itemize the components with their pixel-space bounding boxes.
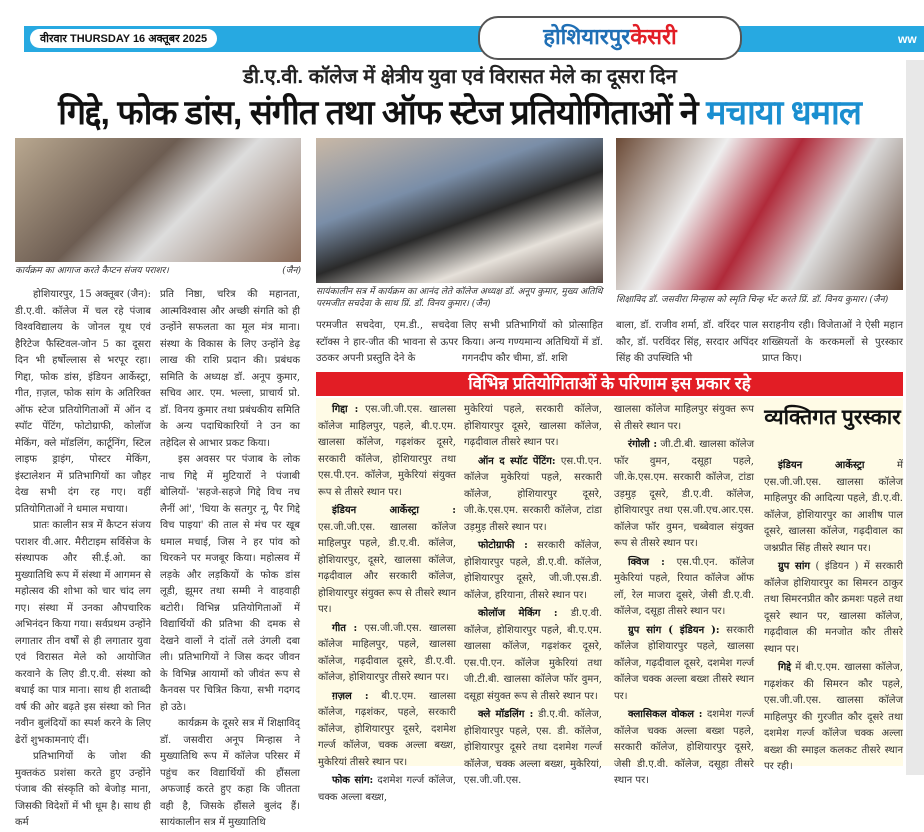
result-item: मुकेरियां पहले, सरकारी कॉलेज, होशियारपुर दूसरे, खालसा कॉलेज, गढ़दीवाल तीसरे स्थान पर। <box>464 404 602 448</box>
main-headline <box>12 88 907 134</box>
results-column-3 <box>614 402 754 792</box>
logo-part-kesari: केसरी <box>630 24 677 49</box>
article-column-6 <box>762 318 903 368</box>
photo-caption-3: शिक्षाविद डॉ. जसवीरा मिन्हास को स्मृति चिन्ह भेंट करते प्रिं. डॉ. विनय कुमार। (जैन) <box>616 295 889 305</box>
result-item: ग़ज़ल : बी.ए.एम. खालसा कॉलेज, गढ़शंकर, पहले, सरकारी कॉलेज, होशियारपुर दूसरे, दशमेश गर्ल्ज कॉलेज, चक्क अल्ला बख्श, मुकेरियां तीसरे स्थान पर। <box>318 690 456 768</box>
results-banner: विभिन्न प्रतियोगिताओं के परिणाम इस प्रकार रहे <box>316 372 903 396</box>
paragraph: प्रातः कालीन सत्र में कैप्टन संजय पराशर वी.आर. मैरीटाइम सर्विसेज के संस्थापक और सी.ई.ओ. का मुख्यातिथि रूप में संस्था में आगमन से महोत्सव की शोभा को चार चांद लग गए। संस्था में उनका औपचारिक अभिनंदन किया गया। सर्वप्रथम उन्होंने लगातार तीन वर्षों से ही लगातार युवा एवं विरासत मेले को आयोजित करवाने के लिए डी.ए.वी. संस्था को बधाई का पात्र माना। साथ ही शताब्दी वर्ष की ओर बढ़ते इस संस्था को नित नवीन बुलंदियों का स्पर्श करने के लिए ढेरों शुभकामनाएं दीं। <box>15 520 151 746</box>
article-column-5 <box>616 318 758 368</box>
result-item: ऑन द स्पॉट पेंटिंग: एस.पी.एन. कॉलेज मुकेरियां पहले, सरकारी कॉलेज, होशियारपुर दूसरे, जी.के.एस.एम. सरकारी कॉलेज, टांडा उड़मुड़ तीसरे स्थान पर। <box>464 455 602 533</box>
result-item: फोटोग्राफी : सरकारी कॉलेज, होशियारपुर पहले, डी.ए.वी. कॉलेज, होशियारपुर दूसरे, जी.जी.एस.डी. कॉलेज, हरियाना, तीसरे स्थान पर। <box>464 540 602 601</box>
headline-main: गिद्दे, फोक डांस, संगीत तथा ऑफ स्टेज प्रतियोगिताओं ने <box>58 94 707 132</box>
result-item: गिद्दा : एस.जी.जी.एस. खालसा कॉलेज माहिलपुर, पहले, बी.ए.एम. खालसा कॉलेज, गढ़शंकर दूसरे, सरकारी कॉलेज, होशियारपुर तथा एस.पी.एन. कॉलेज, मुकेरियां संयुक्त रूप से तीसरे स्थान पर। <box>318 404 456 498</box>
result-item: क्विज : एस.पी.एन. कॉलेज मुकेरियां पहले, रियात कॉलेज ऑफ लॉ, रेल माजरा दूसरे, जेसी डी.ए.वी. कॉलेज, दसूहा तीसरे स्थान पर। <box>614 556 754 617</box>
article-column-3 <box>316 318 458 368</box>
result-item: रंगोली : जी.टी.बी. खालसा कॉलेज फॉर वुमन, दसूहा पहले, जी.के.एस.एम. सरकारी कॉलेज, टांडा उड़मुड़ दूसरे, डी.ए.वी. कॉलेज, होशियारपुर तथा एस.जी.एच.आर.एस. कॉलेज फॉर वुमन, चब्बेवाल संयुक्त रूप से तीसरे स्थान पर। <box>614 439 754 549</box>
results-column-1 <box>318 402 456 808</box>
issue-date: वीरवार THURSDAY 16 अक्तूबर 2025 <box>30 29 217 48</box>
photo-evening-session <box>316 138 603 283</box>
paragraph: परमजीत सचदेवा, एम.डी., सचदेवा स्टॉक्स ने हार-जीत की भावना से ऊपर उठकर अपनी प्रस्तुति देने के <box>316 320 458 364</box>
photo-inauguration <box>15 138 301 262</box>
result-item: कोलॉज मेकिंग : डी.ए.वी. कॉलेज, होशियारपुर पहले, बी.ए.एम. खालसा कॉलेज, गढ़शंकर दूसरे, एस.पी.एन. कॉलेज मुकेरियां तथा जी.टी.बी. खालसा कॉलेज फॉर वुमन, दसूहा संयुक्त रूप से तीसरे स्थान पर। <box>464 608 602 702</box>
photo-credit: (जैन) <box>282 266 301 276</box>
website-fragment: ww <box>898 32 917 46</box>
photo-memento <box>616 138 903 290</box>
caption-text: कार्यक्रम का आगाज करते कैप्टन संजय पराशर। <box>15 266 169 276</box>
result-item: खालसा कॉलेज माहिलपुर संयुक्त रूप से तीसरे स्थान पर। <box>614 404 754 432</box>
photo-caption-2: सायंकालीन सत्र में कार्यक्रम का आनंद लेते कॉलेज अध्यक्ष डॉ. अनूप कुमार, मुख्य अतिथि परमजीत सचदेवा के साथ प्रिं. डॉ. विनय कुमार। (जैन) <box>316 287 603 309</box>
paragraph: कार्यक्रम के दूसरे सत्र में शिक्षाविद् डॉ. जसवीरा अनूप मिन्हास ने मुख्यातिथि रूप में कॉलेज परिसर में पहुंच कर विद्यार्थियों की हौंसला अफजाई करते हुए कहा कि जीतता वही है, जिसके हौंसले बुलंद हैं। सायंकालीन सत्र में मुख्यातिथि <box>160 718 300 828</box>
result-item: इंडियन आर्केस्ट्रा : एस.जी.जी.एस. खालसा कॉलेज माहिलपुर पहले, डी.ए.वी. कॉलेज, होशियारपुर, दूसरे, खालसा कॉलेज, गढ़दीवाल और सरकारी कॉलेज, होशियारपुर संयुक्त रूप से तीसरे स्थान पर। <box>318 505 456 615</box>
article-column-1 <box>15 287 151 832</box>
result-item: ग्रुप सांग ( इंडियन ): सरकारी कॉलेज होशियारपुर पहले, खालसा कॉलेज, गढ़दीवाल दूसरे, दशमेश गर्ल्ज कॉलेज चक्क अल्ला बख्श तीसरे स्थान पर। <box>614 624 754 702</box>
paragraph: बाला, डॉ. राजीव शर्मा, डॉ. वरिंदर पाल कौर, डॉ. परविंदर सिंह, सरदार अपिंदर सिंह की उपस्थिति भी <box>616 320 758 364</box>
result-item: गिद्दे में बी.ए.एम. खालसा कॉलेज, गढ़शंकर की सिमरन कौर पहले, एस.जी.जी.एस. खालसा कॉलेज माहिलपुर की गुरजीत कौर दूसरे तथा दशमेश गर्ल्ज कॉलेज चक्क अल्ला बख्श की स्माइल कलकट तीसरे स्थान पर रही। <box>764 662 903 772</box>
newspaper-logo <box>478 16 742 60</box>
result-item: फोक सांग: दशमेश गर्ल्ज कॉलेज, चक्क अल्ला बख्श, <box>318 775 456 803</box>
article-column-2 <box>160 287 300 832</box>
paragraph: लिए सभी प्रतिभागियों को प्रोत्साहित किया। अन्य गण्यमान्य अतिथियों में डॉ. गगनदीप कौर चीमा, डॉ. शशि <box>462 320 603 364</box>
result-item: गीत : एस.जी.जी.एस. खालसा कॉलेज माहिलपुर, पहले, खालसा कॉलेज, गढ़दीवाल दूसरे, डी.ए.वी. कॉलेज, होशियारपुर तीसरे स्थान पर। <box>318 622 456 683</box>
article-column-4 <box>462 318 603 368</box>
logo-part-city: होशियारपुर <box>543 24 631 49</box>
results-column-2 <box>464 402 602 792</box>
paragraph: होशियारपुर, 15 अक्तूबर (जैन): डी.ए.वी. कॉलेज में चल रहे पंजाब विश्वविद्यालय के जोनल यूथ एवं हैरिटेज फैस्टिवल-जोन 5 का दूसरा दिन भी हर्षोल्लास से भरपूर रहा। गिद्दा, फोक डांस, इंडियन आर्केस्ट्रा, गीत, ग़ज़ल, फोक सांग के अतिरिक्त ऑफ स्टेज प्रतियोगिताओं में ऑन द स्पॉट पेंटिंग, फोटोग्राफी, कोलॉज मेकिंग, क्ले मॉडलिंग, कार्टूनिंग, स्टिल लाइफ ड्राइंग, पोस्टर मेकिंग, इंस्टालेशन में प्रतिभागियों का जौहर देख सभी दंग रह गए। वहीं प्रतियोगिताओं ने धमाल मचाया। <box>15 289 151 515</box>
result-item: इंडियन आर्केस्ट्रा में एस.जी.जी.एस. खालसा कॉलेज माहिलपुर की आदित्या पहले, डी.ए.वी. कॉलेज, होशियारपुर का आशीष पाल दूसरे, खालसा कॉलेज, गढ़दीवाल का जश्नप्रीत सिंह तीसरे स्थान पर। <box>764 460 903 554</box>
paragraph: सराहनीय रही। विजेताओं ने ऐसी महान शख्सियतों के करकमलों से पुरस्कार प्राप्त किए। <box>762 320 903 364</box>
results-column-4 <box>764 458 903 778</box>
individual-awards-heading: व्यक्तिगत पुरस्कार <box>764 406 901 429</box>
photo-caption-1 <box>15 265 301 277</box>
result-item: क्लासिकल वोकल : दशमेश गर्ल्ज कॉलेज चक्क अल्ला बख्श पहले, सरकारी कॉलेज, होशियारपुर दूसरे, जेसी डी.ए.वी. कॉलेज, दसूहा तीसरे स्थान पर। <box>614 709 754 786</box>
paragraph: प्रतिभागियों के जोश की मुक्तकंठ प्रशंसा करते हुए उन्होंने पंजाब की संस्कृति को बेजोड़ माना, जिसकी विदेशों में भी धूम है। साथ ही कर्म <box>15 751 151 828</box>
paragraph: प्रति निष्ठा, चरित्र की महानता, आत्मविश्वास और अच्छी संगति को ही उन्होंने सफलता का मूल मंत्र माना। संस्था के विकास के लिए उन्होंने डेढ़ लाख की राशि प्रदान की। प्रबंधक समिति के अध्यक्ष डॉ. अनूप कुमार, सचिव आर. एम. भल्ला, प्राचार्य प्रो. डॉ. विनय कुमार तथा प्रबंधकीय समिति के अन्य पदाधिकारियों ने उन का तहेदिल से आभार प्रकट किया। <box>160 289 300 449</box>
kicker-headline: डी.ए.वी. कॉलेज में क्षेत्रीय युवा एवं विरासत मेले का दूसरा दिन <box>243 66 677 88</box>
adjacent-page-edge <box>906 60 924 775</box>
result-item: क्ले मॉडलिंग : डी.ए.वी. कॉलेज, होशियारपुर पहले, एस. डी. कॉलेज, होशियारपुर दूसरे तथा दशमेश गर्ल्ज कॉलेज, चक्क अल्ला बख्श, मुकेरियां, एस.जी.जी.एस. <box>464 709 602 786</box>
result-item: ग्रुप सांग ( इंडियन ) में सरकारी कॉलेज होशियारपुर का सिमरन ठाकुर तथा सिमरनप्रीत कौर क्रमशः पहले तथा दूसरे स्थान पर, खालसा कॉलेज, गढ़दीवाल की मनजोत कौर तीसरे स्थान पर। <box>764 561 903 655</box>
paragraph: इस अवसर पर पंजाब के लोक नाच गिद्दे में मुटियारों ने पंजाबी बोलियों- 'सहजे-सहजे गिद्दे विच नच लैनीं आं', 'धिया के सतगुर नू, पैर गिद्दे विच पाइया' की ताल से मंच पर खूब धमाल मचाई, जिस ने हर पांव को थिरकने पर मजबूर किया। महोत्सव में लड़के और लड़कियों के फोक डांस लूडी, झूमर तथा सम्मी ने वाहवाही बटोरी। विभिन्न प्रतियोगिताओं में विद्यार्थियों की प्रतिभा की दमक से देखने वालों ने दांतों तले उंगली दबा ली। प्रतिभागियों ने जिस कदर जीवन के विभिन्न आयामों को जीवंत रूप से कैनवस पर चित्रित किया, सभी गदगद हो उठे। <box>160 454 300 713</box>
headline-highlight: मचाया धमाल <box>706 94 861 132</box>
